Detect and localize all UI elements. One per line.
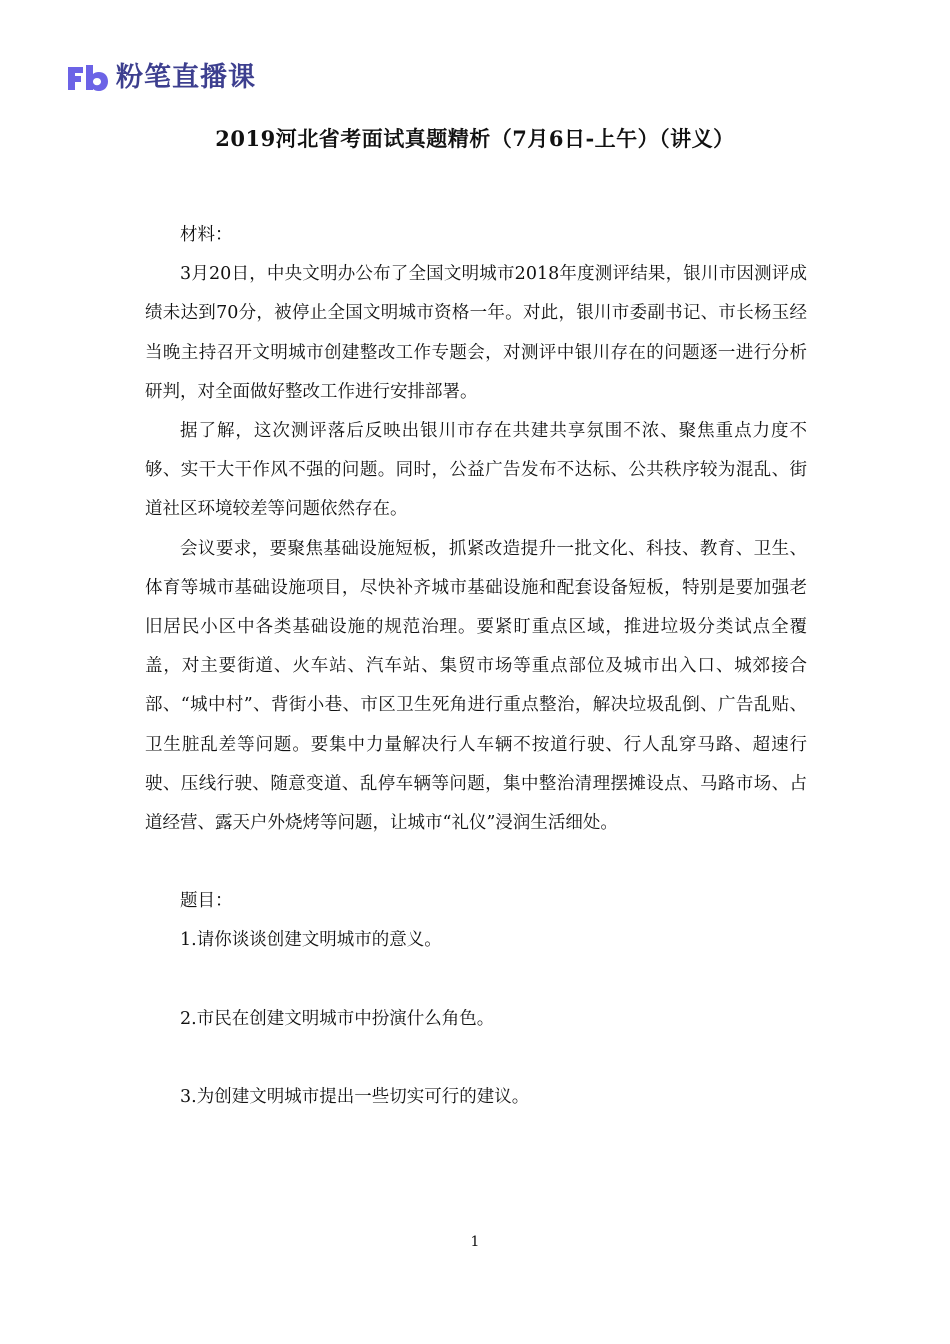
- material-paragraph: 3月20日，中央文明办公布了全国文明城市2018年度测评结果，银川市因测评成绩未达到70分，被停止全国文明城市资格一年。对此，银川市委副书记、市长杨玉经当晚主持召开文明城市创建整改工作专题会，对测评中银川存在的问题逐一进行分析研判，对全面做好整改工作进行安排部署。: [145, 264, 807, 402]
- material-paragraph: 据了解，这次测评落后反映出银川市存在共建共享氛围不浓、聚焦重点力度不够、实干大干作风不强的问题。同时，公益广告发布不达标、公共秩序较为混乱、街道社区环境较差等问题依然存在。: [145, 421, 807, 520]
- document-body: [145, 216, 807, 1117]
- brand-name: 粉笔直播课: [116, 62, 256, 93]
- section-spacer: [145, 843, 807, 882]
- question-item: 1.请你谈谈创建文明城市的意义。: [180, 930, 442, 951]
- questions-label: 题目：: [180, 891, 233, 912]
- question-spacer: [145, 961, 807, 1000]
- brand-logo: [66, 58, 256, 98]
- document-title: 2019河北省考面试真题精析（7月6日-上午）（讲义）: [215, 126, 735, 151]
- question-spacer: [145, 1039, 807, 1078]
- question-item: 2.市民在创建文明城市中扮演什么角色。: [180, 1008, 495, 1029]
- page-number: 1: [470, 1234, 480, 1250]
- material-paragraph: 会议要求，要聚焦基础设施短板，抓紧改造提升一批文化、科技、教育、卫生、体育等城市基础设施项目，尽快补齐城市基础设施和配套设备短板，特别是要加强老旧居民小区中各类基础设施的规范治理。要紧盯重点区域，推进垃圾分类试点全覆盖，对主要街道、火车站、汽车站、集贸市场等重点部位及城市出入口、城郊接合部、“城中村”、背街小巷、市区卫生死角进行重点整治，解决垃圾乱倒、广告乱贴、卫生脏乱差等问题。要集中力量解决行人车辆不按道行驶、行人乱穿马路、超速行驶、压线行驶、随意变道、乱停车辆等问题，集中整治清理摆摊设点、马路市场、占道经营、露天户外烧烤等问题，让城市“礼仪”浸润生活细处。: [145, 538, 807, 834]
- fb-logo-icon: [66, 63, 110, 93]
- question-item: 3.为创建文明城市提出一些切实可行的建议。: [180, 1086, 530, 1107]
- material-label: 材料：: [180, 225, 233, 245]
